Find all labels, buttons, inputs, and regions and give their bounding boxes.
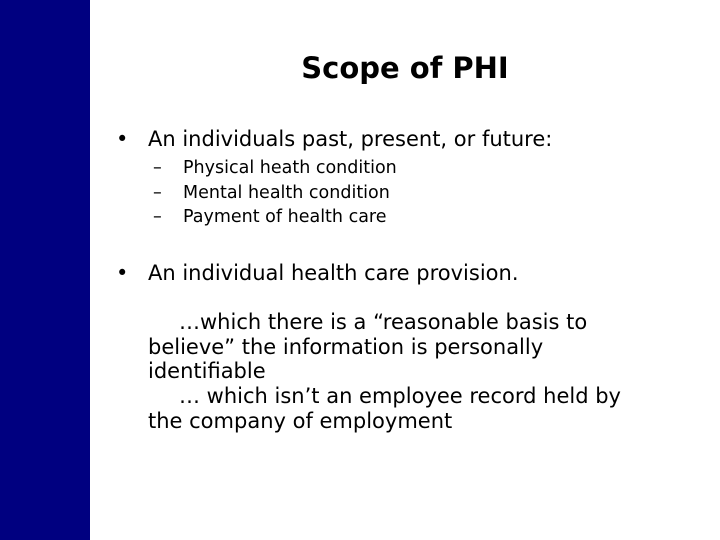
note-paragraph [148, 310, 658, 384]
sub-item [153, 156, 706, 181]
bullet-item [116, 124, 706, 230]
bullet-text: An individual health care provision. [148, 260, 519, 285]
sub-list [148, 156, 706, 230]
sub-item-text: Payment of health care [183, 207, 387, 227]
bullet-item [116, 258, 706, 288]
note-paragraph [148, 384, 658, 433]
sub-item [153, 181, 706, 206]
bullet-dot-icon: • [116, 127, 129, 151]
left-sidebar-band [0, 0, 90, 540]
dash-icon: – [153, 158, 162, 178]
bullet-text: An individuals past, present, or future: [148, 127, 553, 151]
dash-icon: – [153, 182, 162, 203]
note-text: …which there is a “reasonable basis to believe” the information is personally identifiable [148, 310, 588, 383]
sub-item [153, 205, 706, 230]
bullet-dot-icon: • [116, 260, 129, 285]
slide-title: Scope of PHI [301, 51, 509, 85]
sub-item-text: Physical heath condition [183, 158, 397, 178]
sub-item-text: Mental health condition [183, 182, 390, 203]
bullet-list [116, 124, 706, 288]
note-text: … which isn’t an employee record held by the company of employment [148, 384, 621, 433]
dash-icon: – [153, 207, 162, 227]
